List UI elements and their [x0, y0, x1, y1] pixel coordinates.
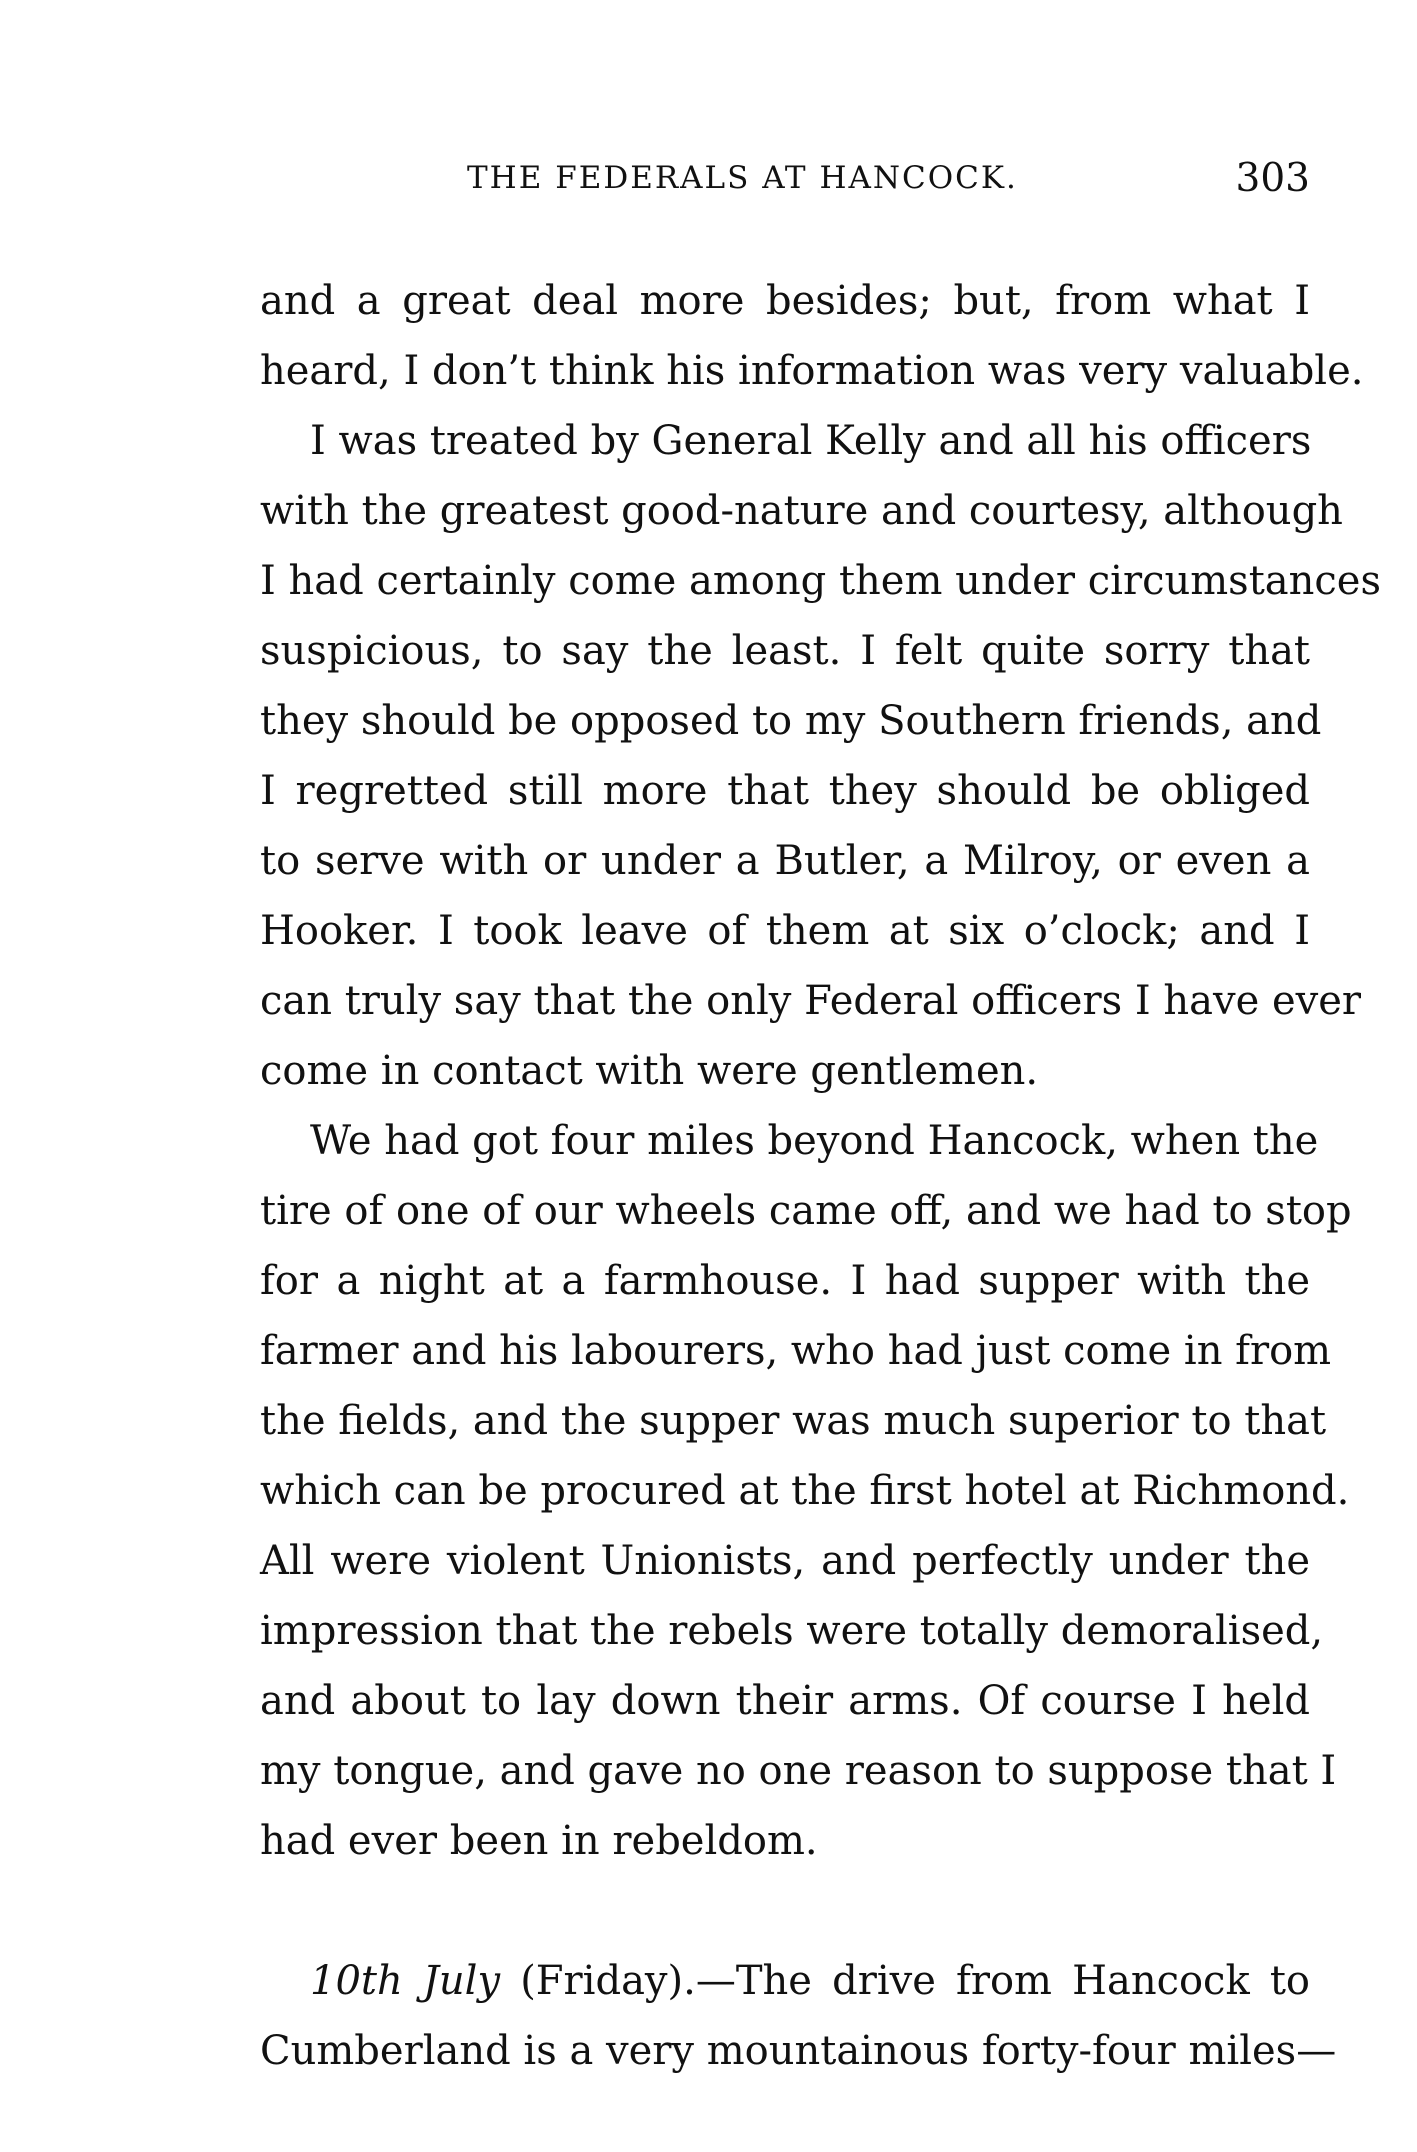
text-line: for a night at a farmhouse. I had supper with the	[260, 1258, 1310, 1304]
text-line: and about to lay down their arms. Of course I held	[260, 1678, 1310, 1724]
text-line: farmer and his labourers, who had just come in from	[260, 1328, 1332, 1374]
paragraph-1	[260, 266, 1364, 406]
text-line: Hooker. I took leave of them at six o’clock; and I	[260, 908, 1310, 954]
text-line: they should be opposed to my Southern friends, and	[260, 698, 1322, 744]
diary-entry	[260, 1946, 1337, 2086]
paragraph-2	[260, 406, 1381, 1106]
page-number: 303	[1235, 156, 1310, 201]
entry-weekday-text: (Friday).—The drive from Hancock to	[500, 1958, 1310, 2004]
text-line: I had certainly come among them under circumstances	[260, 558, 1381, 604]
text-line: I regretted still more that they should be obliged	[260, 768, 1310, 814]
text-line: suspicious, to say the least. I felt quite sorry that	[260, 628, 1310, 674]
text-line: my tongue, and gave no one reason to suppose that I	[260, 1748, 1337, 1794]
text-line: Cumberland is a very mountainous forty-four miles—	[260, 2028, 1337, 2074]
text-line: had ever been in rebeldom.	[260, 1818, 818, 1864]
text-line: the fields, and the supper was much superior to that	[260, 1398, 1327, 1444]
running-title: THE FEDERALS AT HANCOCK.	[467, 160, 1018, 196]
text-line	[260, 1946, 1310, 2016]
body-text	[260, 266, 1381, 2086]
text-line: We had got four miles beyond Hancock, when the	[310, 1118, 1319, 1164]
text-line: I was treated by General Kelly and all his officers	[310, 418, 1312, 464]
text-line: All were violent Unionists, and perfectly under the	[260, 1538, 1310, 1584]
text-line: can truly say that the only Federal officers I have ever	[260, 978, 1362, 1024]
text-line: which can be procured at the first hotel at Richmond.	[260, 1468, 1350, 1514]
text-line: heard, I don’t think his information was very valuable.	[260, 348, 1364, 394]
section-gap	[260, 1876, 1310, 1946]
text-line: impression that the rebels were totally demoralised,	[260, 1608, 1324, 1654]
text-line: and a great deal more besides; but, from what I	[260, 278, 1310, 324]
text-line: come in contact with were gentlemen.	[260, 1048, 1039, 1094]
paragraph-3	[260, 1106, 1352, 1876]
text-line: with the greatest good-nature and courtesy, although	[260, 488, 1343, 534]
text-line: tire of one of our wheels came off, and we had to stop	[260, 1188, 1352, 1234]
text-line: to serve with or under a Butler, a Milroy, or even a	[260, 838, 1310, 884]
entry-date: 10th July	[310, 1958, 501, 2004]
page-header	[260, 156, 1310, 220]
